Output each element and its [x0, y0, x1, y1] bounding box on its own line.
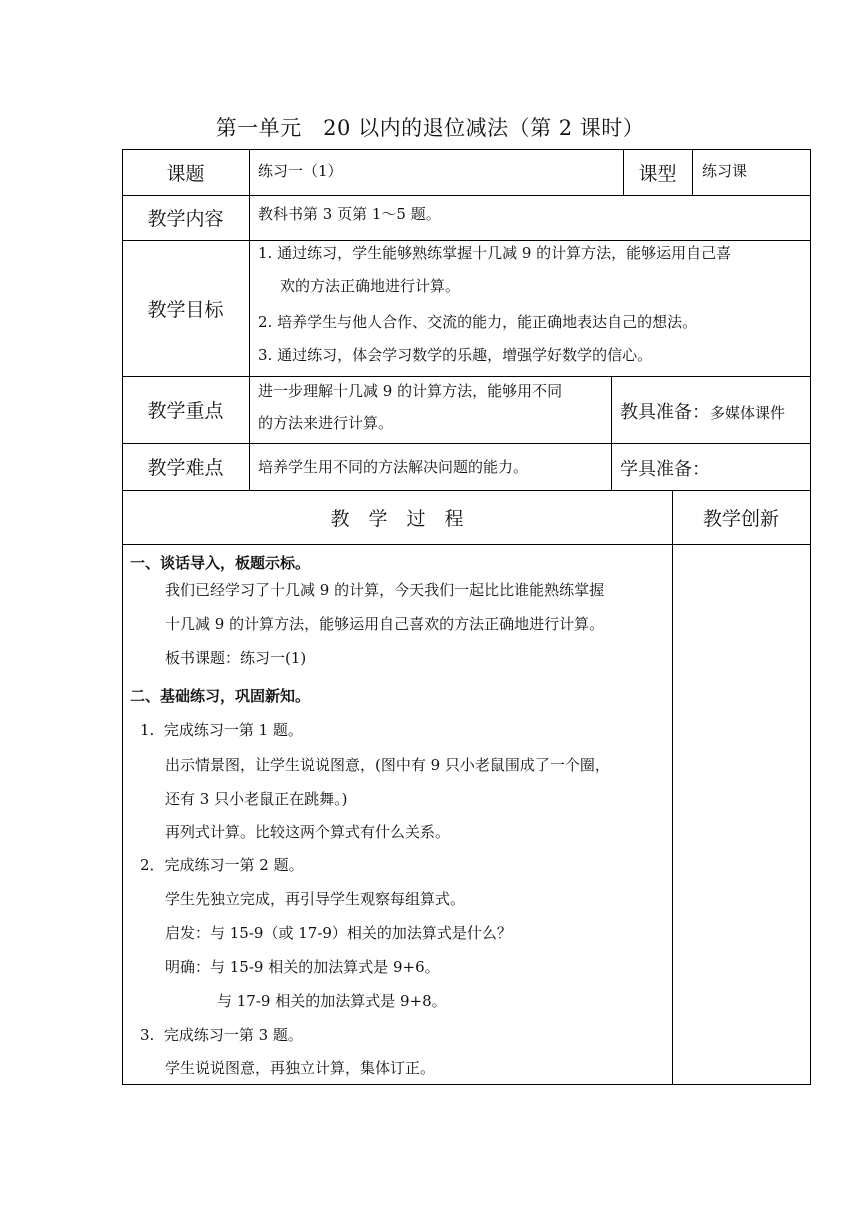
student-tools-label: 学具准备：	[620, 459, 710, 480]
paragraph-line: 学生先独立完成，再引导学生观察每组算式。	[165, 890, 466, 908]
goals-label: 教学目标	[147, 298, 224, 321]
section-title: 二、基础练习，巩固新知。	[130, 687, 311, 705]
content-label: 教学内容	[147, 208, 224, 230]
innovation-header: 教学创新	[702, 507, 779, 530]
item-title: 1. 完成练习一第 1 题。	[140, 721, 303, 739]
paragraph-line: 我们已经学习了十几减 9 的计算，今天我们一起比比谁能熟练掌握	[165, 581, 605, 599]
paragraph-line: 板书课题：练习一(1)	[165, 649, 307, 667]
difficulty-label: 教学难点	[147, 457, 224, 479]
paragraph-line: 与 17-9 相关的加法算式是 9+8。	[217, 992, 447, 1010]
topic-label: 课题	[166, 162, 205, 185]
page-title: 第一单元 20 以内的退位减法（第 2 课时）	[215, 116, 645, 140]
process-header: 教 学 过 程	[330, 507, 464, 530]
paragraph-line: 出示情景图，让学生说说图意，(图中有 9 只小老鼠围成了一个圈，	[165, 756, 610, 774]
content-value: 教科书第 3 页第 1～5 题。	[258, 205, 441, 223]
paragraph-line: 再列式计算。比较这两个算式有什么关系。	[165, 823, 451, 841]
type-value: 练习课	[702, 162, 748, 180]
key-line: 的方法来进行计算。	[258, 414, 394, 432]
section-title: 一、谈话导入，板题示标。	[130, 554, 311, 572]
type-label: 课型	[638, 162, 677, 185]
key-line: 进一步理解十几减 9 的计算方法，能够用不同	[258, 382, 563, 400]
teaching-tools	[620, 398, 785, 424]
tools-value: 多媒体课件	[710, 404, 786, 422]
topic-value: 练习一（1）	[258, 162, 343, 180]
item-title: 2．完成练习一第 2 题。	[140, 856, 304, 874]
goal-line: 1. 通过练习，学生能够熟练掌握十几减 9 的计算方法，能够运用自己喜	[258, 244, 732, 262]
tools-label: 教具准备：	[620, 402, 710, 423]
paragraph-line: 还有 3 只小老鼠正在跳舞。)	[165, 790, 348, 808]
item-title: 3. 完成练习一第 3 题。	[140, 1026, 303, 1044]
paragraph-line: 启发：与 15-9（或 17-9）相关的加法算式是什么？	[165, 924, 512, 942]
paragraph-line: 十几减 9 的计算方法，能够运用自己喜欢的方法正确地进行计算。	[165, 615, 605, 633]
paragraph-line: 明确：与 15-9 相关的加法算式是 9+6。	[165, 958, 440, 976]
key-label: 教学重点	[147, 400, 224, 422]
paragraph-line: 学生说说图意，再独立计算，集体订正。	[165, 1059, 436, 1077]
goal-line: 欢的方法正确地进行计算。	[280, 277, 461, 295]
difficulty-value: 培养学生用不同的方法解决问题的能力。	[258, 458, 529, 476]
goal-line: 2. 培养学生与他人合作、交流的能力，能正确地表达自己的想法。	[258, 313, 698, 331]
goal-line: 3. 通过练习，体会学习数学的乐趣，增强学好数学的信心。	[258, 346, 653, 364]
